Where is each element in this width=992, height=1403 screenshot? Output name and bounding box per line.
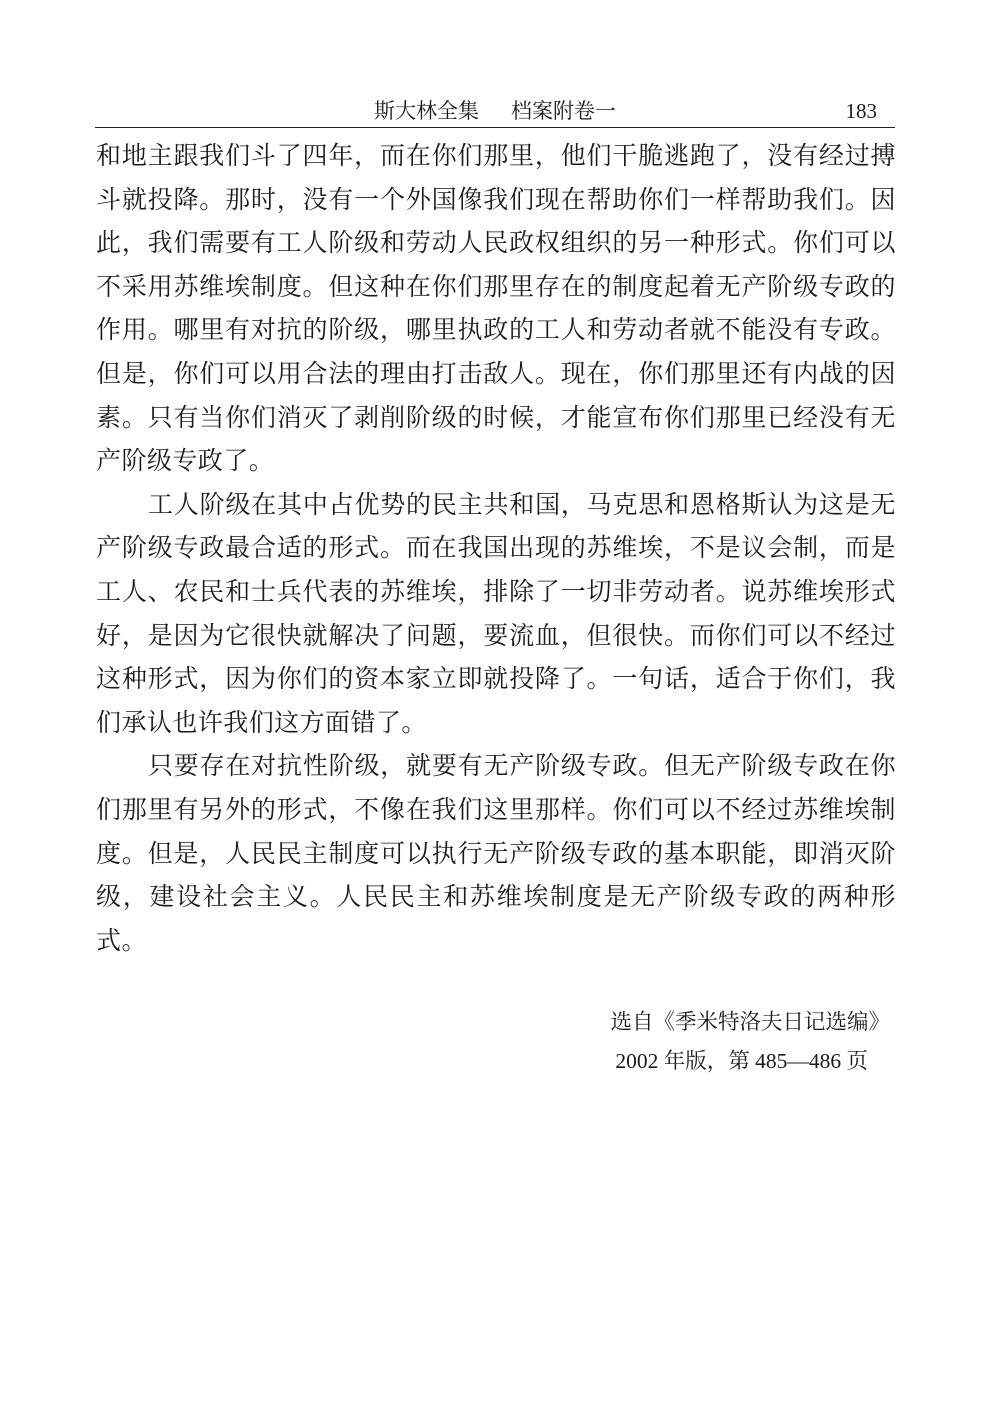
source-line-1: 选自《季米特洛夫日记选编》 [610,1010,890,1035]
header-rule [95,127,895,128]
volume-title: 档案附卷一 [511,99,616,123]
paragraph-2: 工人阶级在其中占优势的民主共和国，马克思和恩格斯认为这是无产阶级专政最合适的形式。而在我国出现的苏维埃，不是议会制，而是工人、农民和士兵代表的苏维埃，排除了一切非劳动者。说苏维埃形式好，是因为它很快就解决了问题，要流血，但很快。而你们可以不经过这种形式，因为你们的资本家立即就投降了。一句话，适合于你们，我们承认也许我们这方面错了。 [96,489,896,737]
body-text [96,134,896,962]
source-line-2: 2002 年版，第 485—486 页 [615,1049,868,1073]
paragraph-1: 和地主跟我们斗了四年，而在你们那里，他们干脆逃跑了，没有经过搏斗就投降。那时，没有一个外国像我们现在帮助你们一样帮助我们。因此，我们需要有工人阶级和劳动人民政权组织的另一种形式。你们可以不采用苏维埃制度。但这种在你们那里存在的制度起着无产阶级专政的作用。哪里有对抗的阶级，哪里执政的工人和劳动者就不能没有专政。但是，你们可以用合法的理由打击敌人。现在，你们那里还有内战的因素。只有当你们消灭了剥削阶级的时候，才能宣布你们那里已经没有无产阶级专政了。 [96,141,896,476]
running-header [95,96,895,126]
book-title: 斯大林全集 [374,99,479,123]
source-citation [560,1003,890,1081]
header-title [95,96,895,126]
paragraph-3: 只要存在对抗性阶级，就要有无产阶级专政。但无产阶级专政在你们那里有另外的形式，不像在我们这里那样。你们可以不经过苏维埃制度。但是，人民民主制度可以执行无产阶级专政的基本职能，即消灭阶级，建设社会主义。人民民主和苏维埃制度是无产阶级专政的两种形式。 [96,751,896,955]
page-number: 183 [845,99,877,123]
